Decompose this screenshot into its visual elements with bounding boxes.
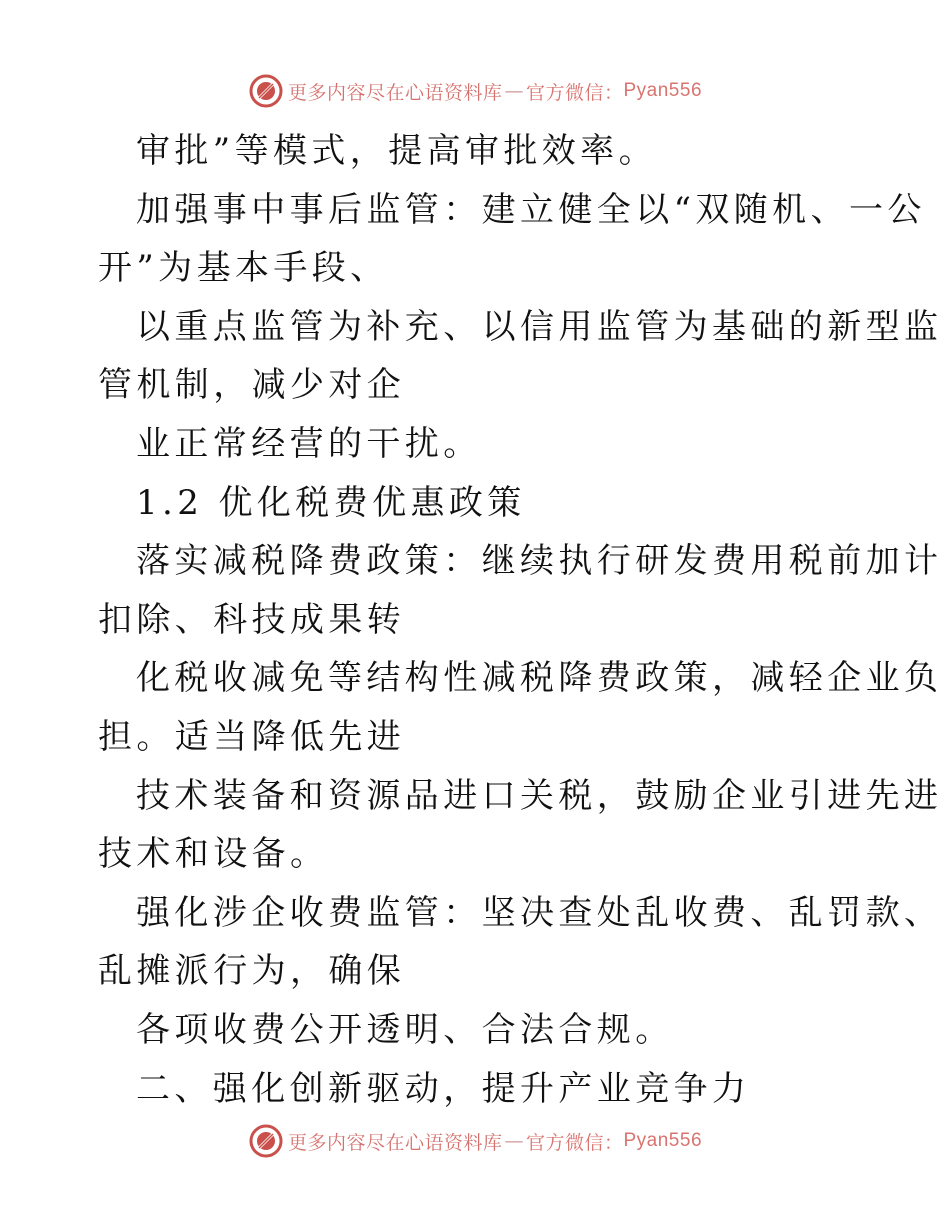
watermark-separator: —	[504, 1130, 524, 1152]
text-line: 化税收减免等结构性减税降费政策，减轻企业负	[136, 658, 943, 699]
text-line: 落实减税降费政策：继续执行研发费用税前加计	[136, 541, 943, 582]
text-line: 业正常经营的干扰。	[136, 423, 482, 464]
text-line: 扣除、科技成果转	[98, 599, 406, 640]
text-line: 以重点监管为补充、以信用监管为基础的新型监	[136, 306, 943, 347]
watermark-site-text: 更多内容尽在心语资料库	[287, 81, 503, 104]
header-watermark	[0, 71, 950, 111]
footer-watermark	[0, 1121, 950, 1161]
text-line: 强化涉企收费监管：坚决查处乱收费、乱罚款、	[136, 892, 943, 933]
text-line: 管机制，减少对企	[98, 365, 406, 406]
text-line: 加强事中事后监管：建立健全以“双随机、一公	[136, 189, 926, 230]
text-line: 担。适当降低先进	[98, 716, 406, 757]
text-line: 各项收费公开透明、合法合规。	[136, 1009, 674, 1050]
text-line: 审批”等模式，提高审批效率。	[136, 131, 657, 171]
watermark-wechat-id: Pyan556	[623, 80, 703, 101]
watermark-site-text: 更多内容尽在心语资料库	[287, 1131, 503, 1154]
section-heading: 1.2 优化税费优惠政策	[136, 482, 526, 523]
text-line: 技术装备和资源品进口关税，鼓励企业引进先进	[136, 775, 943, 816]
text-line: 技术和设备。	[98, 834, 329, 875]
text-line: 乱摊派行为，确保	[98, 951, 406, 992]
section-heading: 二、强化创新驱动，提升产业竞争力	[136, 1068, 751, 1109]
pen-seal-logo-icon	[248, 73, 284, 109]
watermark-wechat-id: Pyan556	[623, 1130, 703, 1151]
watermark-label: 官方微信：	[525, 81, 624, 104]
document-body	[98, 122, 943, 1118]
text-line: 开”为基本手段、	[98, 248, 389, 289]
watermark-separator: —	[504, 80, 524, 102]
pen-seal-logo-icon	[248, 1123, 284, 1159]
watermark-label: 官方微信：	[525, 1131, 624, 1154]
